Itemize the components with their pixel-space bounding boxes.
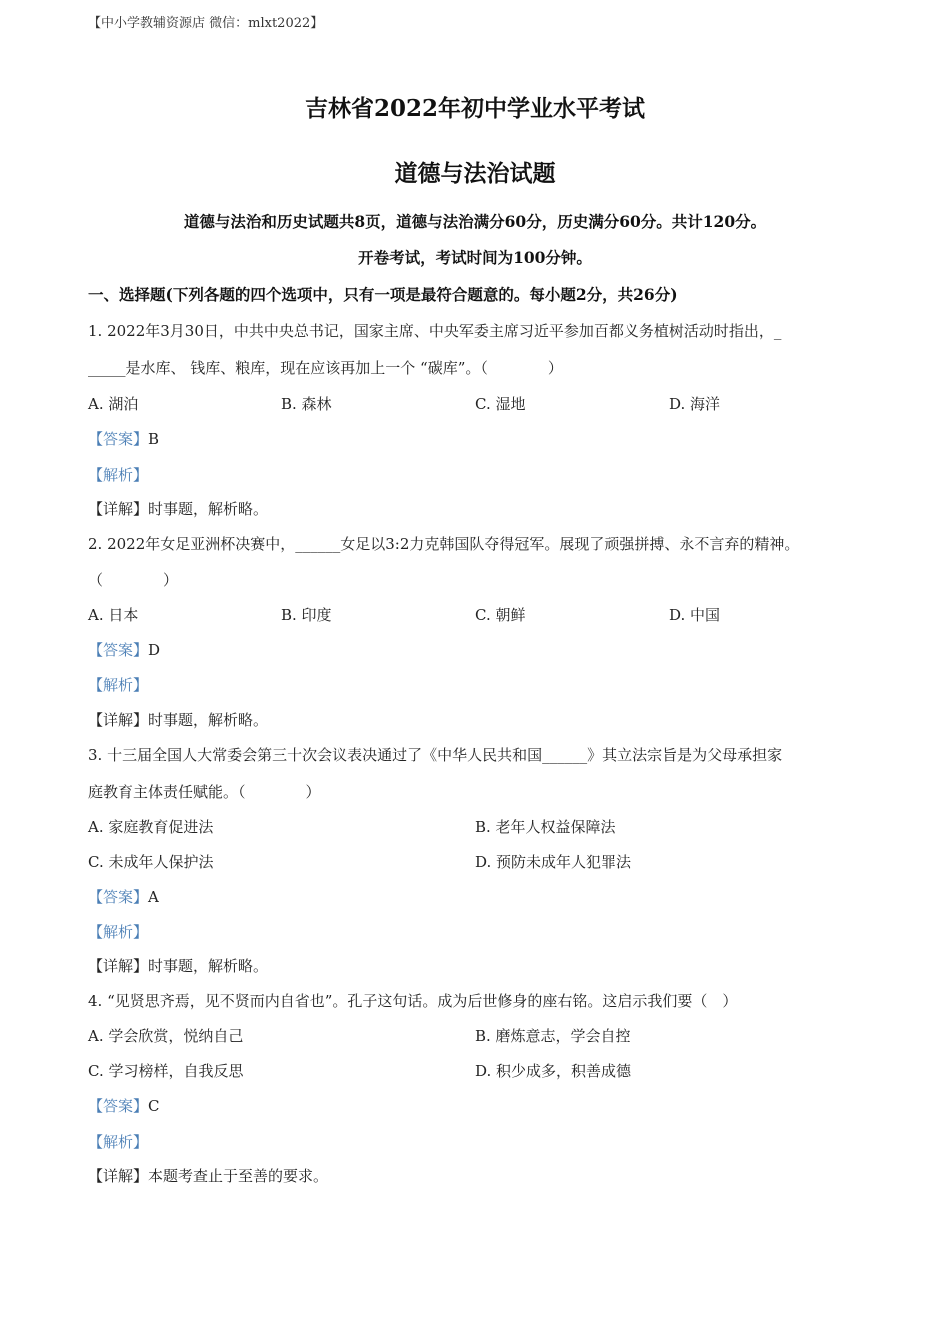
question-4-option-a: A. 学会欣赏，悦纳自己 (88, 1027, 244, 1045)
question-2-stem-line-2: （ ） (88, 571, 179, 589)
detail-tag: 【详解】 (88, 711, 149, 729)
detail-text: 时事题，解析略。 (148, 957, 269, 975)
subject-title: 道德与法治试题 (394, 160, 556, 187)
question-4-option-c: C. 学习榜样，自我反思 (88, 1062, 244, 1080)
question-3-stem-line-1: 3. 十三届全国人大常委会第三十次会议表决通过了《中华人民共和国______》其立法宗旨是为父母承担家 (88, 746, 783, 764)
answer-tag: 【答案】 (88, 641, 149, 659)
question-2-option-b: B. 印度 (281, 606, 332, 624)
question-2-option-a: A. 日本 (88, 606, 139, 624)
question-4-analysis (88, 1131, 148, 1152)
question-3-stem-line-2: 庭教育主体责任赋能。（ ） (88, 783, 321, 801)
detail-text: 时事题，解析略。 (148, 711, 269, 729)
detail-tag: 【详解】 (88, 957, 149, 975)
question-2-stem-line-1: 2. 2022年女足亚洲杯决赛中，______女足以3:2力克韩国队夺得冠军。展现了顽强拼搏、永不言弃的精神。 (88, 535, 800, 553)
question-1-option-d: D. 海洋 (669, 395, 721, 413)
question-4-detail (88, 1165, 328, 1186)
question-4-stem-line-1: 4. “见贤思齐焉，见不贤而内自省也”。孔子这句话。成为后世修身的座右铭。这启示我们要（ ） (88, 992, 738, 1010)
answer-tag: 【答案】 (88, 888, 149, 906)
analysis-tag: 【解析】 (88, 923, 149, 941)
detail-text: 本题考查止于至善的要求。 (148, 1167, 329, 1185)
question-4-option-b: B. 磨炼意志，学会自控 (475, 1027, 631, 1045)
answer-tag: 【答案】 (88, 1097, 149, 1115)
answer-value: D (148, 641, 161, 659)
exam-title: 吉林省2022年初中学业水平考试 (304, 95, 645, 122)
intro-line-2: 开卷考试，考试时间为100分钟。 (358, 248, 592, 267)
question-3-option-d: D. 预防未成年人犯罪法 (475, 853, 632, 871)
question-3-option-c: C. 未成年人保护法 (88, 853, 214, 871)
question-2-option-c: C. 朝鲜 (475, 606, 526, 624)
question-3-analysis (88, 921, 148, 942)
question-1-analysis (88, 464, 148, 485)
watermark-header: 【中小学教辅资源店 微信：mlxt2022】 (88, 16, 324, 31)
question-4-option-d: D. 积少成多，积善成德 (475, 1062, 632, 1080)
intro-line-1: 道德与法治和历史试题共8页，道德与法治满分60分，历史满分60分。共计120分。 (183, 212, 767, 231)
detail-tag: 【详解】 (88, 500, 149, 518)
detail-tag: 【详解】 (88, 1167, 149, 1185)
question-1-detail (88, 498, 268, 519)
answer-value: C (148, 1097, 160, 1115)
question-3-detail (88, 955, 268, 976)
question-2-detail (88, 709, 268, 730)
detail-text: 时事题，解析略。 (148, 500, 269, 518)
answer-value: B (148, 430, 160, 448)
section-title: 一、选择题(下列各题的四个选项中，只有一项是最符合题意的。每小题2分，共26分) (88, 285, 678, 304)
question-4-answer (88, 1095, 160, 1116)
question-1-option-b: B. 森林 (281, 395, 332, 413)
analysis-tag: 【解析】 (88, 1133, 149, 1151)
answer-tag: 【答案】 (88, 430, 149, 448)
question-1-option-a: A. 湖泊 (88, 395, 139, 413)
analysis-tag: 【解析】 (88, 676, 149, 694)
question-3-option-b: B. 老年人权益保障法 (475, 818, 616, 836)
question-2-option-d: D. 中国 (669, 606, 721, 624)
question-3-answer (88, 886, 159, 907)
question-1-option-c: C. 湿地 (475, 395, 526, 413)
answer-value: A (148, 888, 159, 906)
analysis-tag: 【解析】 (88, 466, 149, 484)
question-3-option-a: A. 家庭教育促进法 (88, 818, 214, 836)
question-1-stem-line-2: _____是水库、 钱库、粮库，现在应该再加上一个 “碳库”。（ ） (88, 359, 563, 377)
question-1-answer (88, 428, 159, 449)
question-2-answer (88, 639, 160, 660)
question-1-stem-line-1: 1. 2022年3月30日，中共中央总书记，国家主席、中央军委主席习近平参加百都义务植树活动时指出，_ (88, 322, 782, 340)
question-2-analysis (88, 674, 148, 695)
